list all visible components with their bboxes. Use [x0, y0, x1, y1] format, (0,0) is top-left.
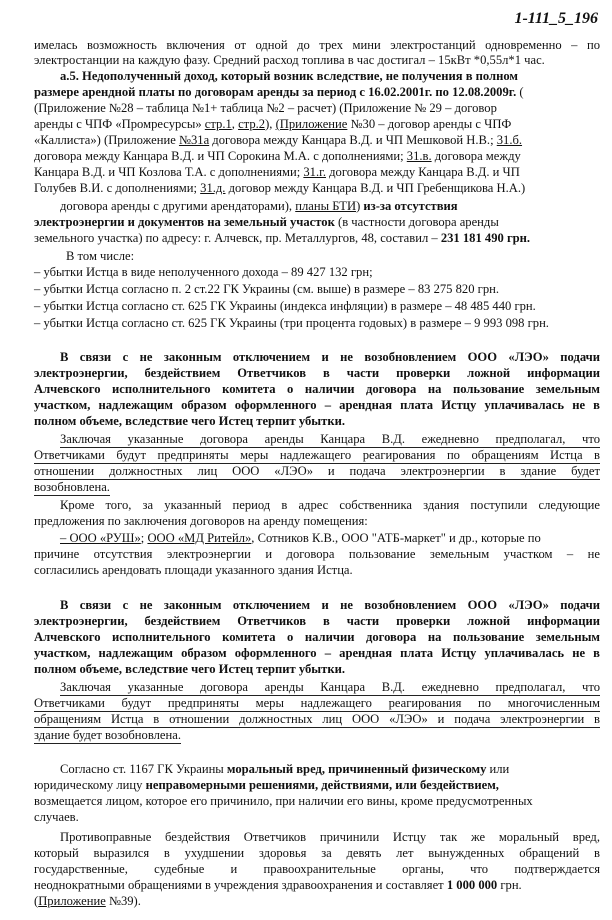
a5-line-9: договора аренды с другими арендаторами), планы БТИ) из-за отсутствия	[60, 199, 458, 213]
block1-para-line: отношении должностных лиц ООО «ЛЭО» и подача электроэнергии в здание будет	[34, 464, 600, 478]
attachment-link-page-1: стр.1	[204, 117, 232, 131]
block1-more-line: Кроме того, за указанный период в адрес собственника здания поступили следующие	[60, 498, 600, 512]
block2-bold-line: участком, надлежащим образом оформленного – арендная плата Истцу уплачивалась не в	[34, 646, 600, 660]
a5-line-7: Канцара В.Д. и ЧП Козлова Т.А. с дополнениями; 31.г. договора между Канцара В.Д. и ЧП	[34, 165, 520, 179]
in-total-label: В том числе:	[66, 249, 135, 263]
moral-line-3: возмещается лицом, которое его причинило, при наличии его вины, кроме предусмотренных	[34, 794, 533, 808]
moral-line-4: случаев.	[34, 810, 79, 824]
moral-line-2: юридическому лицу неправомерными решениями, действиями, или бездействием,	[34, 778, 499, 792]
block1-para-line: Заключая указанные договора аренды Канцара В.Д. ежедневно предполагал, что	[60, 432, 600, 446]
tenants-line: – ООО «РУШ»; ООО «МД Ритейл», Сотников К.В., ООО "АТБ-маркет" и др., которые по	[60, 531, 541, 545]
a5-heading-line-1: а.5. Недополученный доход, который возник вследствие, не получения в полном	[60, 69, 518, 83]
block2-para-line: обращениям Истца в отношении должностных лиц ООО «ЛЭО» и подача электроэнергии в	[34, 712, 600, 726]
block1-para-line: возобновлена.	[34, 480, 110, 494]
block2-para-line: Заключая указанные договора аренды Канцара В.Д. ежедневно предполагал, что	[60, 680, 600, 694]
tenants-line: причине отсутствия электроэнергии и договора пользование земельным участком – не	[34, 547, 600, 561]
a5-line-6: договора между Канцара В.Д. и ЧП Сорокина М.А. с дополнениями; 31.в. договора между	[34, 149, 521, 163]
a5-line-3: (Приложение №28 – таблица №1+ таблица №2 – расчет) (Приложение № 29 – договор	[34, 101, 497, 115]
a5-line-8: Голубев В.И. с дополнениями; 31.д. договор между Канцара В.Д. и ЧП Гребенщикова Н.А.)	[34, 181, 526, 195]
moral-damage-amount: 1 000 000	[446, 878, 498, 892]
block1-more-line: предложения по заключения договоров на аренду помещения:	[34, 514, 368, 528]
block2-bold-line: полном объеме, вследствие чего Истец терпит убытки.	[34, 662, 345, 676]
a5-line-5: «Каллиста») (Приложение №31а договора между Канцара В.Д. и ЧП Мешковой Н.В.; 31.б.	[34, 133, 523, 147]
attachment-link-31b: 31.б.	[496, 133, 523, 147]
block2-bold-line: В связи с не законным отключением и не возобновлением ООО «ЛЭО» подачи	[60, 598, 600, 612]
attachment-link-31v: 31.в.	[406, 149, 432, 163]
tenant-rush-link: – ООО «РУШ»	[60, 531, 141, 545]
moral-line-1: Согласно ст. 1167 ГК Украины моральный вред, причиненный физическому или	[60, 762, 510, 776]
attachment-link-30: (Приложение	[275, 117, 348, 131]
final-line-1: Противоправные бездействия Ответчиков причинили Истцу так же моральный вред,	[60, 830, 600, 844]
a5-heading-line-2: размере арендной платы по договорам аренды за период с 16.02.2001г. по 12.08.2009г. (	[34, 85, 524, 99]
block1-bold-line: Алчевского исполнительного комитета о наличии договора на пользование земельным	[34, 382, 600, 396]
block2-para-line: здание будет возобновлена.	[34, 728, 181, 742]
total-amount: 231 181 490 грн.	[440, 231, 531, 245]
block1-bold-line: В связи с не законным отключением и не возобновлением ООО «ЛЭО» подачи	[60, 350, 600, 364]
a5-line-4: аренды с ЧПФ «Промресурсы» стр.1, стр.2), (Приложение №30 – договор аренды с ЧПФ	[34, 117, 512, 131]
block2-para-line: Ответчиками будут предприняты меры надлежащего реагирования по многочисленным	[34, 696, 600, 710]
block1-bold-line: электроэнергии, бездействием Ответчиков в части проверки ложной информации	[34, 366, 600, 380]
a5-line-11: земельного участка) по адресу: г. Алчевск, пр. Металлургов, 48, составил – 231 181 490 грн.	[34, 231, 531, 245]
loss-item: – убытки Истца согласно ст. 625 ГК Украины (индекса инфляции) в размере – 48 485 440 грн.	[34, 299, 536, 313]
final-line-4: неоднократными обращениями в учреждения здравоохранения и составляет 1 000 000 грн.	[34, 878, 522, 892]
bti-plans-link: планы БТИ	[295, 199, 357, 213]
attachment-link-page-2: стр.2	[238, 117, 266, 131]
final-line-2: который выразился в ухудшении здоровья за девять лет вынужденных обращений в	[34, 846, 600, 860]
loss-item: – убытки Истца согласно ст. 625 ГК Украины (три процента годовых) в размере – 9 993 098 грн.	[34, 316, 549, 330]
loss-item: – убытки Истца согласно п. 2 ст.22 ГК Украины (см. выше) в размере – 83 275 820 грн.	[34, 282, 500, 296]
attachment-link-31a: №31а	[178, 133, 210, 147]
loss-item: – убытки Истца в виде неполученного дохода – 89 427 132 грн;	[34, 265, 373, 279]
block1-bold-line: полном объеме, вследствие чего Истец терпит убытки.	[34, 414, 345, 428]
block2-bold-line: Алчевского исполнительного комитета о наличии договора на пользование земельным	[34, 630, 600, 644]
intro-line-2: электростанции на каждую фазу. Средний расход топлива в час достигал – 15кВт *0,55л*1 час.	[34, 53, 545, 67]
block1-bold-line: участком, надлежащим образом оформленного – арендная плата Истцу уплачивалась не в	[34, 398, 600, 412]
block2-bold-line: электроэнергии, бездействием Ответчиков в части проверки ложной информации	[34, 614, 600, 628]
a5-line-10: электроэнергии и документов на земельный участок (в частности договора аренды	[34, 215, 499, 229]
intro-line-1: имелась возможность включения от одной до трех мини электростанций одновременно – по	[34, 38, 600, 52]
document-id: 1-111_5_196	[514, 10, 598, 27]
final-line-3: государственные, судебные и правоохранительные органы, что подтверждается	[34, 862, 600, 876]
tenant-md-retail-link: ООО «МД Ритейл»	[147, 531, 252, 545]
attachment-link-31d: 31.д.	[200, 181, 226, 195]
block1-para-line: Ответчиками будут предприняты меры надлежащего реагирования по обращениям Истца в	[34, 448, 600, 462]
attachment-link-39: Приложение	[38, 894, 106, 908]
tenants-line: согласились арендовать площади указанного здания Истца.	[34, 563, 353, 577]
final-line-5: (Приложение №39).	[34, 894, 141, 908]
attachment-link-31g: 31.г.	[303, 165, 326, 179]
